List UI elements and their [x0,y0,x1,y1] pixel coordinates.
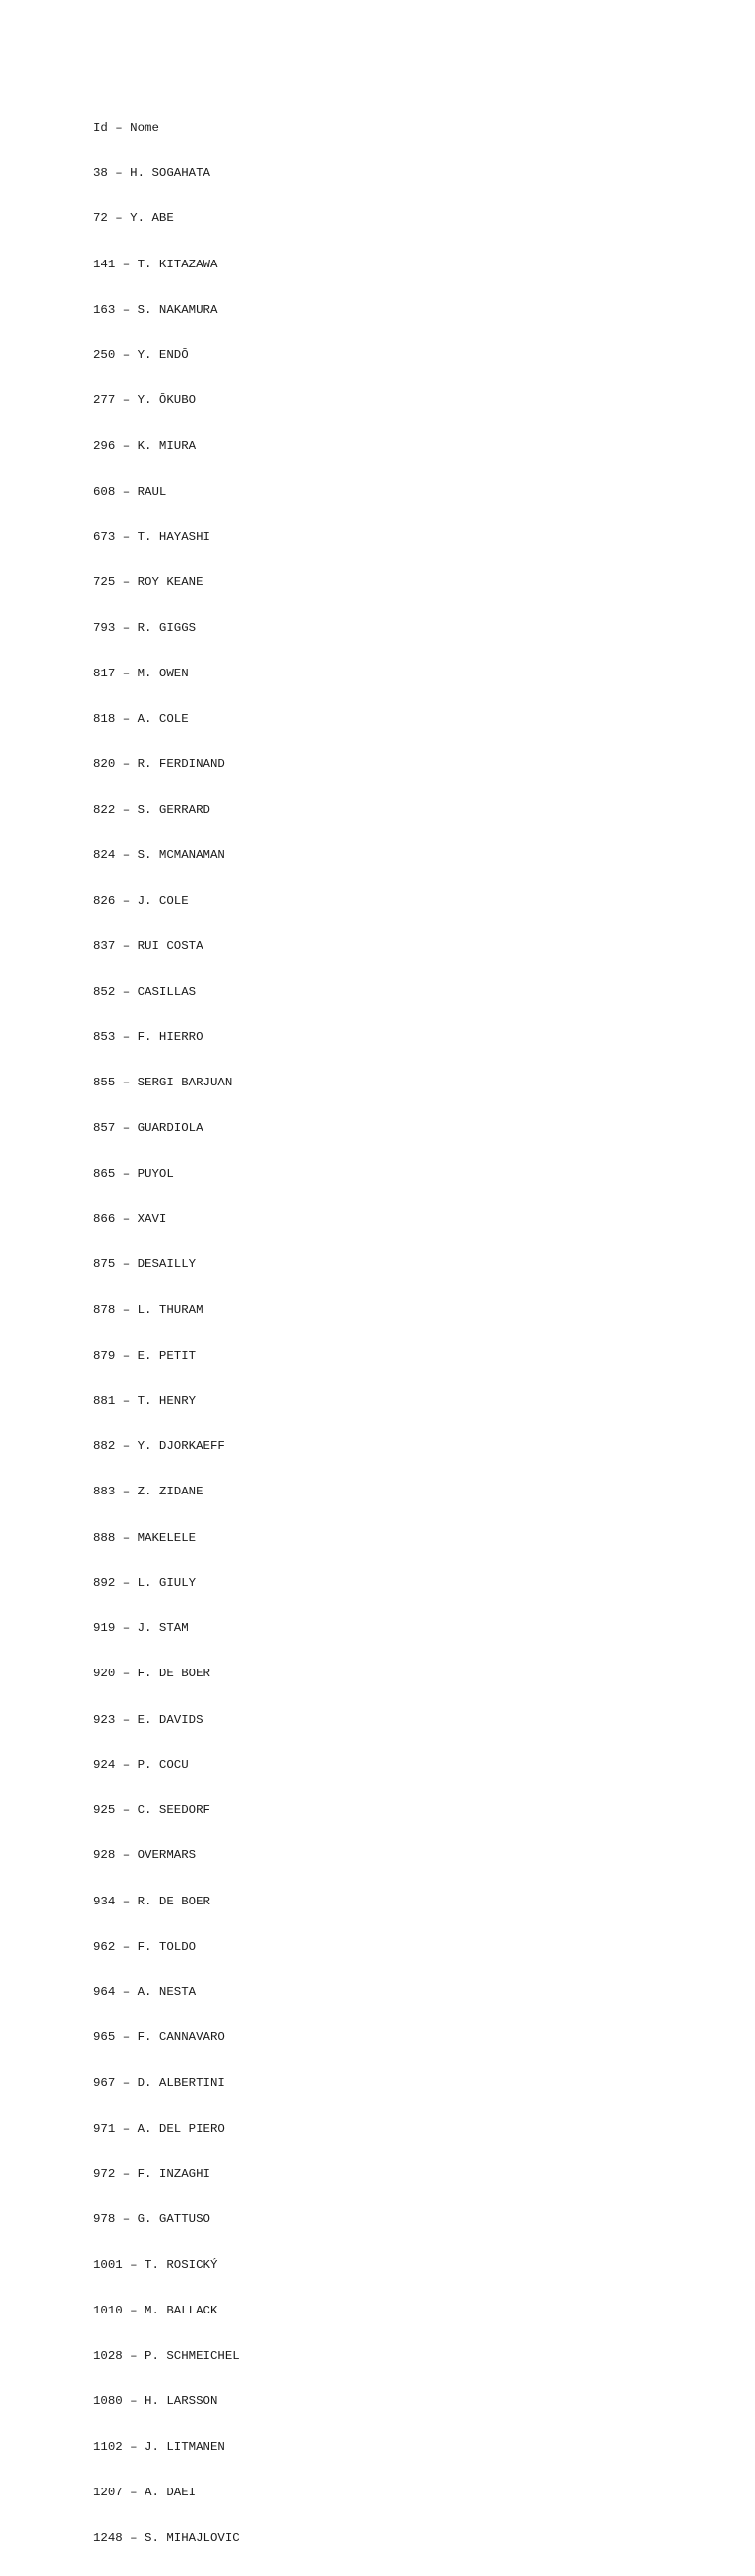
list-item: 892 – L. GIULY [93,1575,197,1590]
list-item: 250 – Y. ENDŌ [93,348,189,363]
list-item: 879 – E. PETIT [93,1348,197,1363]
list-item: 875 – DESAILLY [93,1258,197,1272]
list-item: 934 – R. DE BOER [93,1894,210,1908]
list-item: 924 – P. COCU [93,1757,189,1772]
list-item: 928 – OVERMARS [93,1848,197,1863]
list-item: 141 – T. KITAZAWA [93,257,218,271]
player-id-list [93,90,240,2576]
list-item: 853 – F. HIERRO [93,1029,203,1044]
list-item: 852 – CASILLAS [93,984,197,999]
list-item: 962 – F. TOLDO [93,1939,197,1954]
list-item: 673 – T. HAYASHI [93,530,210,545]
list-item: 923 – E. DAVIDS [93,1712,203,1727]
list-item: 888 – MAKELELE [93,1530,197,1545]
list-item: 971 – A. DEL PIERO [93,2121,225,2136]
list-item: 826 – J. COLE [93,894,189,908]
list-item: 38 – H. SOGAHATA [93,166,210,181]
list-item: 1028 – P. SCHMEICHEL [93,2349,240,2364]
list-item: 837 – RUI COSTA [93,939,203,954]
list-item: 1248 – S. MIHAJLOVIC [93,2531,240,2546]
list-item: 978 – G. GATTUSO [93,2212,210,2227]
list-item: 1207 – A. DAEI [93,2485,197,2499]
list-item: 964 – A. NESTA [93,1985,197,2000]
list-item: 866 – XAVI [93,1211,167,1226]
list-item: 972 – F. INZAGHI [93,2167,210,2182]
list-item: 920 – F. DE BOER [93,1667,210,1681]
list-item: 608 – RAUL [93,484,167,498]
list-item: 277 – Y. ŌKUBO [93,393,197,408]
list-item: 818 – A. COLE [93,712,189,727]
list-item: 878 – L. THURAM [93,1303,203,1317]
list-item: 967 – D. ALBERTINI [93,2076,225,2090]
list-item: 1080 – H. LARSSON [93,2394,218,2409]
list-item: 822 – S. GERRARD [93,802,210,817]
list-item: 919 – J. STAM [93,1621,189,1636]
list-item: 72 – Y. ABE [93,211,174,226]
list-item: 882 – Y. DJORKAEFF [93,1439,225,1454]
list-item: 824 – S. MCMANAMAN [93,848,225,862]
list-item: 820 – R. FERDINAND [93,757,225,772]
list-item: 883 – Z. ZIDANE [93,1485,203,1499]
list-item: 855 – SERGI BARJUAN [93,1076,233,1090]
list-item: 1102 – J. LITMANEN [93,2439,225,2454]
list-item: 793 – R. GIGGS [93,620,197,635]
list-item: 163 – S. NAKAMURA [93,302,218,317]
list-item: 865 – PUYOL [93,1166,174,1181]
list-item: 296 – K. MIURA [93,439,197,453]
list-header: Id – Nome [93,120,159,135]
list-item: 1010 – M. BALLACK [93,2303,218,2317]
list-item: 881 – T. HENRY [93,1393,197,1408]
list-item: 725 – ROY KEANE [93,575,203,590]
list-item: 925 – C. SEEDORF [93,1803,210,1818]
list-item: 817 – M. OWEN [93,666,189,680]
list-item: 857 – GUARDIOLA [93,1121,203,1136]
list-item: 1001 – T. ROSICKÝ [93,2257,218,2272]
list-item: 965 – F. CANNAVARO [93,2030,225,2045]
